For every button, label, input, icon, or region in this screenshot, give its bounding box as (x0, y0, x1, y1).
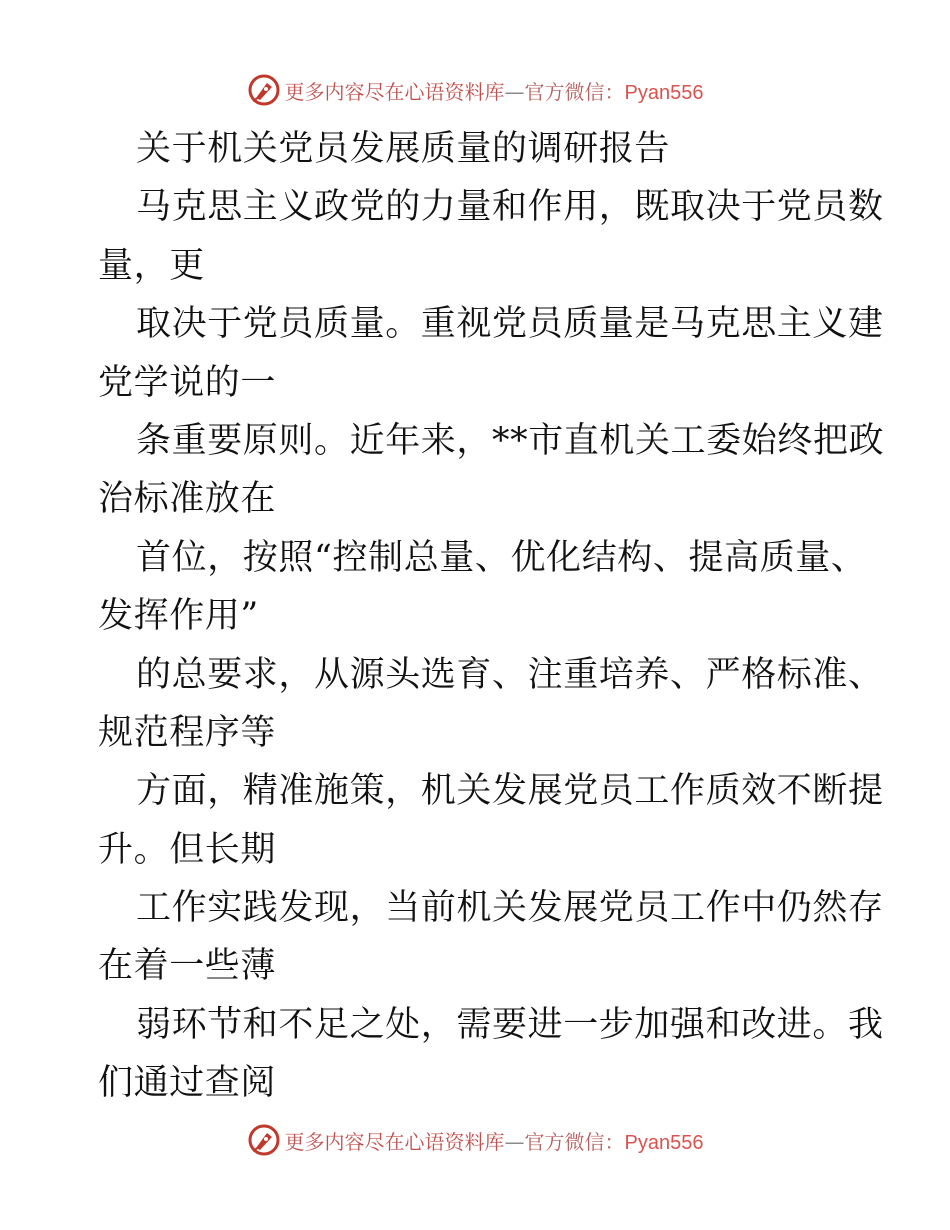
text-line: 弱环节和不足之处，需要进一步加强和改进。我 (136, 1004, 884, 1045)
text-line: 取决于党员质量。重视党员质量是马克思主义建 (136, 304, 884, 345)
header-banner (0, 70, 950, 110)
banner-separator: — (504, 1129, 525, 1154)
text-line: 方面，精准施策，机关发展党员工作质效不断提 (136, 771, 884, 812)
banner-prefix: 更多内容尽在心语资料库 (284, 1129, 505, 1154)
banner-wechat-label: 官方微信： (524, 79, 625, 104)
pen-nib-logo-icon (247, 73, 281, 107)
text-line: 们通过查阅 (98, 1063, 277, 1104)
text-line: 条重要原则。近年来，**市直机关工委始终把政 (136, 420, 885, 461)
text-line: 的总要求，从源头选育、注重培养、严格标准、 (136, 654, 884, 695)
text-line: 工作实践发现，当前机关发展党员工作中仍然存 (136, 888, 884, 929)
banner-text (285, 1126, 704, 1155)
banner-text (285, 76, 704, 105)
text-line: 首位，按照“控制总量、优化结构、提高质量、 (136, 537, 867, 578)
banner-wechat-label: 官方微信： (524, 1129, 625, 1154)
banner-separator: — (504, 79, 525, 104)
text-line: 马克思主义政党的力量和作用，既取决于党员数 (136, 187, 884, 228)
text-line: 党学说的一 (98, 362, 277, 403)
text-line: 治标准放在 (98, 479, 277, 520)
document-title: 关于机关党员发展质量的调研报告 (136, 129, 671, 169)
footer-banner (0, 1120, 950, 1160)
text-line: 发挥作用” (98, 596, 259, 637)
text-line: 升。但长期 (98, 829, 277, 870)
text-line: 规范程序等 (98, 712, 277, 753)
banner-account: Pyan556 (624, 1131, 704, 1154)
text-line: 量，更 (98, 245, 205, 286)
text-line: 在着一些薄 (98, 946, 277, 987)
document-body (98, 120, 885, 1113)
banner-prefix: 更多内容尽在心语资料库 (284, 79, 505, 104)
banner-account: Pyan556 (624, 81, 704, 104)
pen-nib-logo-icon (247, 1123, 281, 1157)
